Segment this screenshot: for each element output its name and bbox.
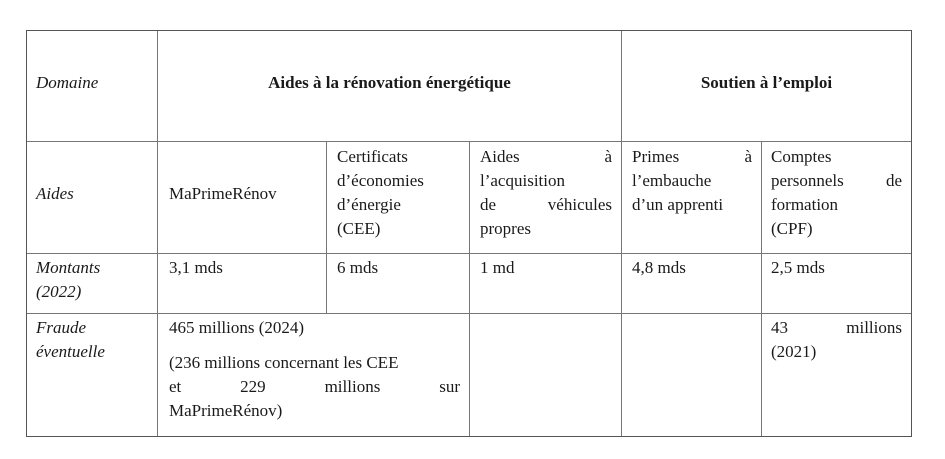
montant-cee: 6 mds	[337, 258, 379, 277]
aide-apprenti	[632, 145, 752, 217]
fraude-detail-line-2: et 229 millions sur	[169, 377, 460, 396]
row-divider-3	[27, 313, 911, 314]
aide-vehicules-line-1: Aides à	[480, 147, 612, 166]
aide-apprenti-line-3: d’un apprenti	[632, 195, 724, 214]
aide-vehicules-line-4: propres	[480, 219, 531, 238]
aid-fraud-table	[26, 30, 912, 437]
aide-cpf-line-2: personnels de	[771, 171, 902, 190]
aide-apprenti-line-1: Primes à	[632, 147, 752, 166]
col-divider-2	[326, 142, 327, 313]
col-divider-3	[469, 142, 470, 436]
col-divider-5	[761, 142, 762, 436]
fraude-row-label	[36, 316, 151, 364]
fraude-detail-line-3: MaPrimeRénov)	[169, 401, 283, 420]
aide-vehicules-line-3: de véhicules	[480, 195, 612, 214]
aides-row-label: Aides	[36, 184, 74, 203]
aide-vehicules	[480, 145, 612, 241]
aide-cpf	[771, 145, 902, 241]
montants-label-line-1: Montants	[36, 258, 101, 277]
fraude-cpf-line-1: 43 millions	[771, 318, 902, 337]
montant-apprenti: 4,8 mds	[632, 258, 686, 277]
fraude-label-line-2: éventuelle	[36, 342, 105, 361]
group-emploi-header: Soutien à l’emploi	[700, 73, 833, 92]
row-divider-1	[27, 141, 911, 142]
fraude-renovation-total: 465 millions (2024)	[169, 318, 305, 337]
montants-row-label	[36, 256, 151, 304]
aide-cee	[337, 145, 463, 241]
aide-apprenti-line-2: l’embauche	[632, 171, 712, 190]
aide-cee-line-2: d’économies	[337, 171, 424, 190]
montant-cpf: 2,5 mds	[771, 258, 825, 277]
group-renovation-header: Aides à la rénovation énergétique	[268, 73, 511, 92]
fraude-cpf	[771, 316, 902, 364]
fraude-detail-line-1: (236 millions concernant les CEE	[169, 353, 399, 372]
aide-cpf-line-4: (CPF)	[771, 219, 813, 238]
domaine-label: Domaine	[36, 73, 99, 92]
aide-cpf-line-1: Comptes	[771, 147, 832, 166]
row-divider-2	[27, 253, 911, 254]
aide-cpf-line-3: formation	[771, 195, 839, 214]
montant-vehicules: 1 md	[480, 258, 515, 277]
montants-label-line-2: (2022)	[36, 282, 82, 301]
aide-cee-line-3: d’énergie	[337, 195, 401, 214]
aide-cee-line-4: (CEE)	[337, 219, 381, 238]
aide-vehicules-line-2: l’acquisition	[480, 171, 565, 190]
fraude-renovation-detail	[169, 351, 460, 423]
aide-maprimerenov: MaPrimeRénov	[169, 184, 277, 203]
fraude-label-line-1: Fraude	[36, 318, 87, 337]
aide-cee-line-1: Certificats	[337, 147, 408, 166]
montant-maprimerenov: 3,1 mds	[169, 258, 223, 277]
fraude-cpf-line-2: (2021)	[771, 342, 817, 361]
